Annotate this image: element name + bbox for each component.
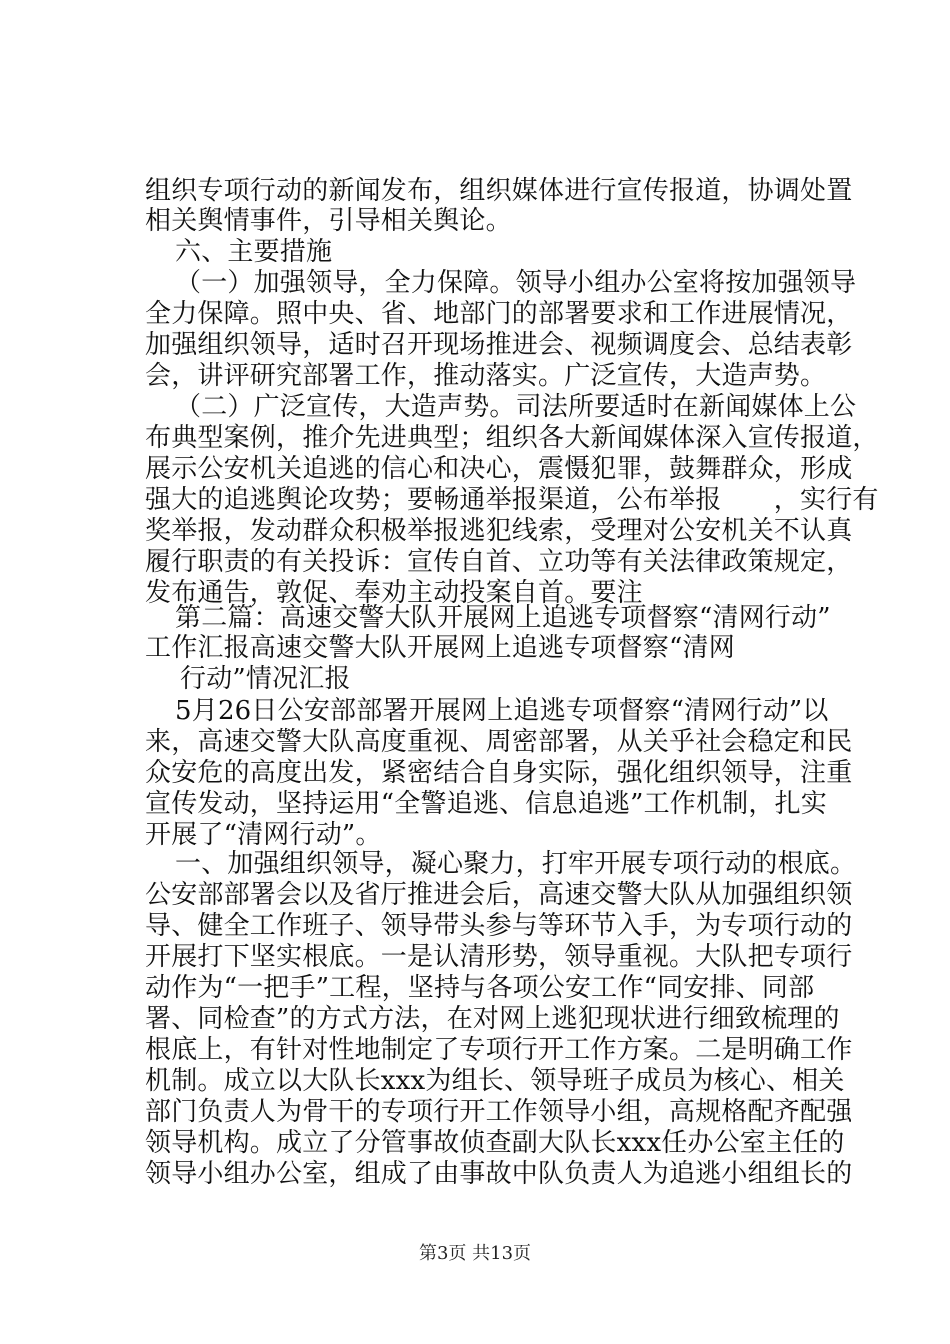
text-line-18: 5月26日公安部部署开展网上追逃专项督察“清网行动”以	[175, 696, 829, 726]
section-heading: 六、主要措施	[175, 237, 333, 267]
text-line-8: （二）广泛宣传，大造声势。司法所要适时在新闻媒体上公	[175, 392, 857, 422]
text-line-23: 一、加强组织领导，凝心聚力，打牢开展专项行动的根底。	[175, 849, 857, 879]
text-line-4: （一）加强领导，全力保障。领导小组办公室将按加强领导	[175, 268, 857, 298]
text-line-19: 来，高速交警大队高度重视、周密部署，从关乎社会稳定和民	[145, 727, 853, 757]
text-line-7: 会，讲评研究部署工作，推动落实。广泛宣传，大造声势。	[145, 361, 827, 391]
text-line-12: 奖举报，发动群众积极举报逃犯线索，受理对公安机关不认真	[145, 516, 853, 546]
text-line-1: 组织专项行动的新闻发布，组织媒体进行宣传报道，协调处置	[145, 176, 853, 206]
chapter-title-line-2: 工作汇报高速交警大队开展网上追逃专项督察“清网	[145, 633, 735, 663]
text-line-31: 部门负责人为骨干的专项行开工作领导小组，高规格配齐配强	[145, 1097, 853, 1127]
text-line-30: 机制。成立以大队长xxx为组长、领导班子成员为核心、相关	[145, 1066, 845, 1096]
chapter-title-line-1: 第二篇：高速交警大队开展网上追逃专项督察“清网行动”	[175, 603, 831, 633]
text-line-5: 全力保障。照中央、省、地部门的部署要求和工作进展情况，	[145, 299, 853, 329]
text-line-14: 发布通告，敦促、奉劝主动投案自首。要注	[145, 578, 643, 608]
text-line-22: 开展了“清网行动”。	[145, 820, 382, 850]
chapter-title-line-3: 行动”情况汇报	[180, 664, 351, 694]
text-line-27: 动作为“一把手”工程，坚持与各项公安工作“同安排、同部	[145, 973, 815, 1003]
text-line-6: 加强组织领导，适时召开现场推进会、视频调度会、总结表彰	[145, 330, 853, 360]
page-number-footer: 第3页 共13页	[418, 1243, 532, 1264]
text-line-9: 布典型案例，推介先进典型；组织各大新闻媒体深入宣传报道，	[145, 423, 879, 453]
text-line-29: 根底上，有针对性地制定了专项行开工作方案。二是明确工作	[145, 1035, 853, 1065]
text-line-21: 宣传发动，坚持运用“全警追逃、信息追逃”工作机制，扎实	[145, 789, 827, 819]
text-line-10: 展示公安机关追逃的信心和决心，震慑犯罪，鼓舞群众，形成	[145, 454, 853, 484]
text-line-20: 众安危的高度出发，紧密结合自身实际，强化组织领导，注重	[145, 758, 853, 788]
text-line-25: 导、健全工作班子、领导带头参与等环节入手，为专项行动的	[145, 911, 853, 941]
text-line-33: 领导小组办公室，组成了由事故中队负责人为追逃小组组长的	[145, 1159, 853, 1189]
text-line-11: 强大的追逃舆论攻势；要畅通举报渠道，公布举报 ，实行有	[145, 485, 879, 515]
text-line-13: 履行职责的有关投诉：宣传自首、立功等有关法律政策规定，	[145, 547, 853, 577]
text-line-32: 领导机构。成立了分管事故侦查副大队长xxx任办公室主任的	[145, 1128, 845, 1158]
text-line-28: 署、同检查”的方式方法，在对网上逃犯现状进行细致梳理的	[145, 1004, 840, 1034]
text-line-2: 相关舆情事件，引导相关舆论。	[145, 206, 512, 236]
text-line-24: 公安部部署会以及省厅推进会后，高速交警大队从加强组织领	[145, 880, 853, 910]
text-line-26: 开展打下坚实根底。一是认清形势，领导重视。大队把专项行	[145, 942, 853, 972]
